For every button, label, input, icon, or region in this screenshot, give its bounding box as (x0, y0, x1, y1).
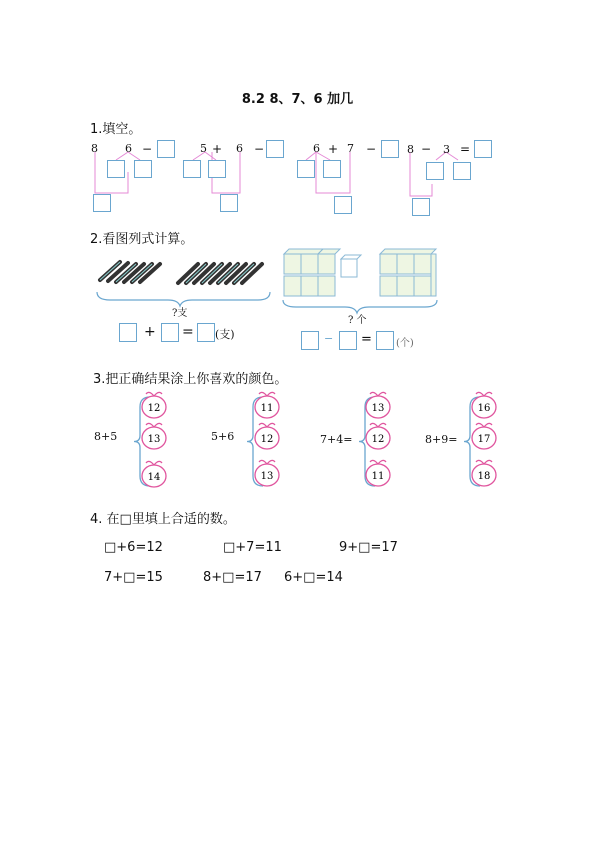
p4-op: − (421, 142, 432, 156)
task-4[interactable]: 7+□=15 (104, 570, 163, 585)
pens-plus: + (144, 324, 156, 340)
cubes-unit: (个) (396, 338, 414, 349)
section2-heading: 2.看图列式计算。 (90, 232, 194, 247)
p3-op: + (328, 142, 339, 156)
p2-op: + (212, 142, 223, 156)
cubes-plus: − (324, 332, 334, 345)
p1-a: 8 (91, 142, 98, 155)
p4-b: 3 (443, 143, 450, 156)
section4-heading: 4. 在□里填上合适的数。 (90, 512, 236, 527)
page-title: 8.2 8、7、6 加几 (241, 92, 354, 107)
flower-option[interactable] (142, 392, 166, 418)
group2-expression: 5+6 (211, 430, 235, 443)
flower-option-number: 16 (477, 403, 491, 414)
flower-option[interactable] (255, 423, 279, 449)
p4-eq: = (460, 142, 471, 156)
task-3[interactable]: 9+□=17 (339, 540, 398, 555)
p2-eq: − (254, 142, 265, 156)
p1-b: 6 (125, 142, 132, 155)
flower-option-number: 12 (147, 403, 161, 414)
flower-option[interactable] (366, 460, 390, 486)
flower-option[interactable] (142, 423, 166, 449)
group4-expression: 8+9= (425, 433, 458, 446)
group1-expression: 8+5 (94, 430, 118, 443)
task-1[interactable]: □+6=12 (104, 540, 163, 555)
cubes-caption: ? 个 (348, 315, 367, 326)
flower-option[interactable] (142, 461, 166, 487)
task-5[interactable]: 8+□=17 (203, 570, 262, 585)
p3-a: 6 (313, 142, 320, 155)
section1-heading: 1.填空。 (90, 122, 142, 137)
pens-equals: = (182, 324, 194, 340)
task-2[interactable]: □+7=11 (223, 540, 282, 555)
section3-heading: 3.把正确结果涂上你喜欢的颜色。 (93, 372, 288, 387)
pens-unit: (支) (215, 328, 235, 341)
flower-option[interactable] (366, 392, 390, 418)
p2-b: 6 (236, 142, 243, 155)
flower-option[interactable] (366, 423, 390, 449)
flower-option-number: 13 (147, 434, 161, 445)
flower-option-number: 13 (371, 403, 385, 414)
flower-option-number: 18 (477, 471, 491, 482)
pens-caption: ?支 (172, 308, 188, 319)
p1-op: − (142, 142, 153, 156)
flower-option-number: 12 (371, 434, 385, 445)
task-6[interactable]: 6+□=14 (284, 570, 343, 585)
flower-option-number: 12 (260, 434, 274, 445)
p2-a: 5 (200, 142, 207, 155)
group3-expression: 7+4= (320, 433, 353, 446)
p3-b: 7 (347, 142, 354, 155)
flower-option[interactable] (255, 460, 279, 486)
p4-a: 8 (407, 143, 414, 156)
cubes-equals: = (361, 332, 372, 347)
flower-option-number: 13 (260, 471, 274, 482)
flower-option[interactable] (472, 392, 496, 418)
flower-option[interactable] (255, 392, 279, 418)
flower-option-number: 11 (371, 471, 385, 482)
flower-option-number: 14 (147, 472, 161, 483)
flower-option[interactable] (472, 460, 496, 486)
flower-option-number: 17 (477, 434, 491, 445)
p3-eq: − (366, 142, 377, 156)
flower-option[interactable] (472, 423, 496, 449)
flower-option-number: 11 (260, 403, 274, 414)
